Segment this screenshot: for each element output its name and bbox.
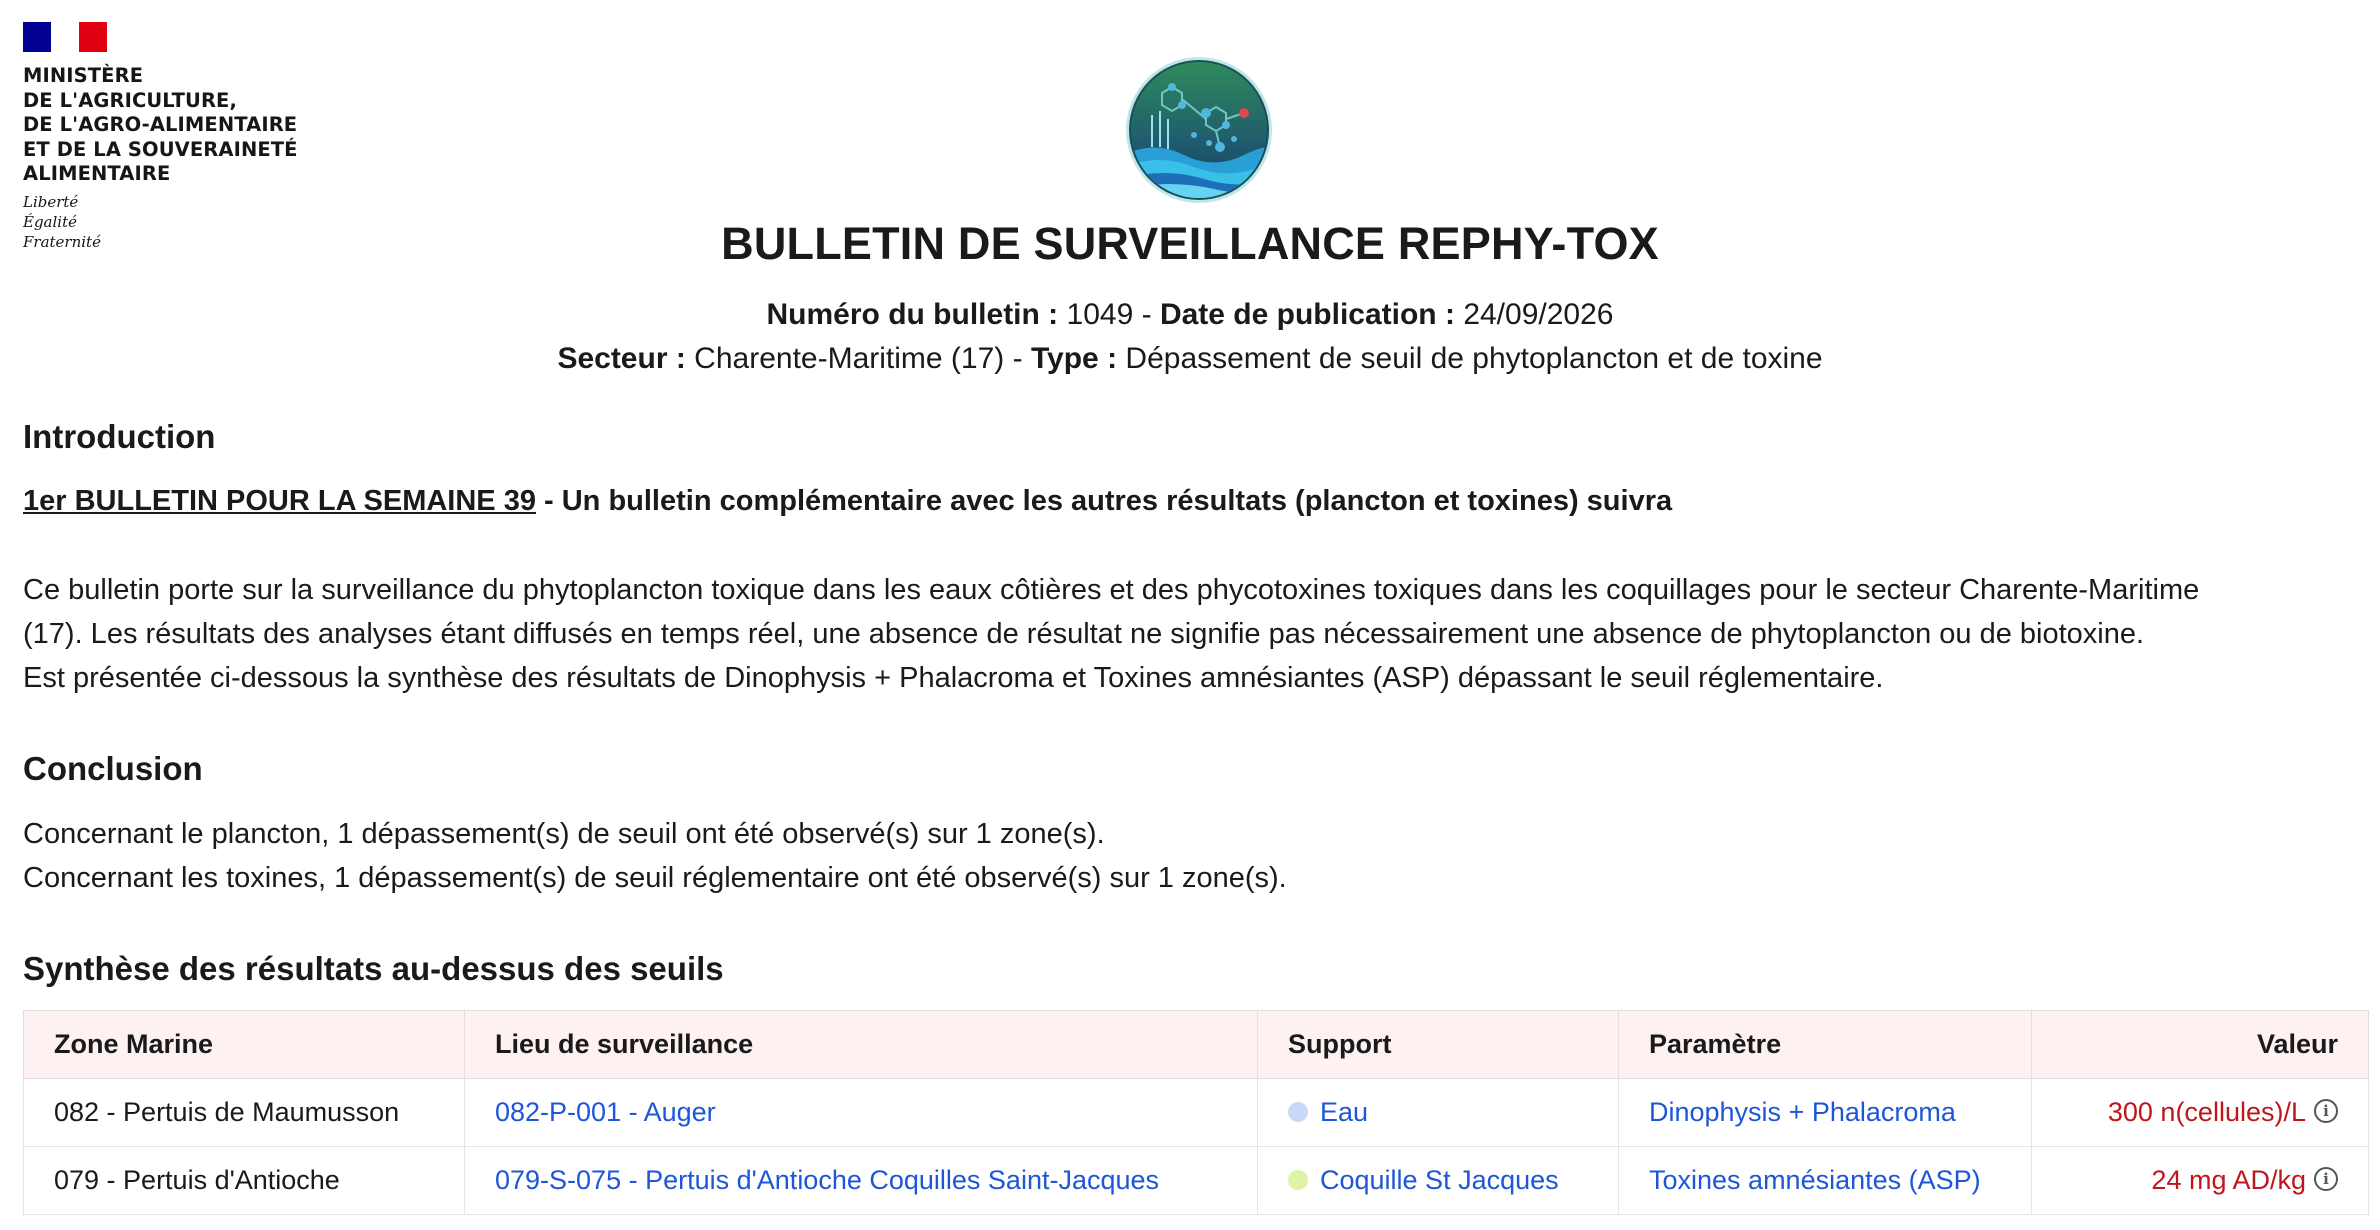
ministry-line: ET DE LA SOUVERAINETÉ (23, 137, 298, 161)
support-cell (1258, 1079, 1619, 1147)
introduction-paragraph (23, 568, 2363, 700)
synthese-heading (23, 950, 724, 988)
week-highlight-underlined: 1er BULLETIN POUR LA SEMAINE 39 (23, 485, 536, 517)
parametre-link[interactable]: Dinophysis + Phalacroma (1649, 1097, 1956, 1127)
conclusion-heading (23, 750, 203, 788)
valeur-cell (2032, 1147, 2369, 1215)
motto-line: Liberté (23, 192, 79, 211)
info-icon[interactable]: i (2314, 1167, 2338, 1191)
ministry-line: ALIMENTAIRE (23, 162, 171, 185)
motto-line: Égalité (23, 212, 77, 231)
introduction-line: Ce bulletin porte sur la surveillance du phytoplancton toxique dans les eaux côtières et des phycotoxines toxiques dans les coquillages pour le secteur Charente-Maritime (23, 574, 2200, 606)
conclusion-line: Concernant les toxines, 1 dépassement(s) de seuil réglementaire ont été observé(s) sur 1 zone(s). (23, 862, 1287, 894)
secteur-value: Charente-Maritime (17) (694, 342, 1005, 375)
introduction-heading-text: Introduction (23, 418, 216, 455)
table-header-row (24, 1011, 2369, 1079)
table-row (24, 1147, 2369, 1215)
parametre-link[interactable]: Toxines amnésiantes (ASP) (1649, 1165, 1981, 1195)
separator: - (1004, 342, 1031, 375)
bulletin-meta-line-2 (0, 342, 2380, 376)
zone-cell: 079 - Pertuis d'Antioche (24, 1147, 465, 1215)
molecule-wave-logo-icon (1124, 55, 1274, 205)
bulletin-meta-line-1 (0, 298, 2380, 332)
conclusion-paragraph (23, 812, 2363, 900)
marianne-flag-logo (23, 22, 107, 52)
valeur-text: 300 n(cellules)/L (2107, 1097, 2306, 1127)
support-link[interactable]: Eau (1320, 1097, 1369, 1127)
synthese-heading-text: Synthèse des résultats au-dessus des seuils (23, 950, 724, 987)
ministry-line: DE L'AGRO-ALIMENTAIRE (23, 113, 298, 136)
lieu-link[interactable]: 082-P-001 - Auger (495, 1097, 716, 1127)
numero-label: Numéro du bulletin : (766, 298, 1059, 331)
numero-value: 1049 (1066, 298, 1134, 331)
date-label: Date de publication : (1159, 298, 1455, 331)
secteur-label: Secteur : (557, 342, 686, 375)
ministry-name (23, 64, 343, 187)
type-value: Dépassement de seuil de phytoplancton et de toxine (1125, 342, 1823, 375)
ministry-line: DE L'AGRICULTURE, (23, 88, 237, 112)
conclusion-heading-text: Conclusion (23, 750, 203, 787)
introduction-line: (17). Les résultats des analyses étant diffusés en temps réel, une absence de résultat ne signifie pas nécessairement une absence de phytoplancton ou de biotoxine. (23, 618, 2145, 650)
valeur-text: 24 mg AD/kg (2151, 1165, 2306, 1195)
column-header-valeur: Valeur (2032, 1011, 2369, 1079)
conclusion-line: Concernant le plancton, 1 dépassement(s) de seuil ont été observé(s) sur 1 zone(s). (23, 818, 1105, 850)
results-table (23, 1010, 2369, 1215)
type-label: Type : (1030, 342, 1118, 375)
motto-line: Fraternité (23, 232, 101, 251)
valeur-cell (2032, 1079, 2369, 1147)
page-title: BULLETIN DE SURVEILLANCE REPHY-TOX (721, 218, 1659, 269)
support-dot-icon (1288, 1102, 1308, 1122)
support-link[interactable]: Coquille St Jacques (1320, 1165, 1559, 1195)
column-header-parametre: Paramètre (1619, 1011, 2032, 1079)
date-value: 24/09/2026 (1463, 298, 1614, 331)
week-highlight (23, 485, 1672, 518)
support-dot-icon (1288, 1170, 1308, 1190)
ministry-line: MINISTÈRE (23, 64, 144, 87)
table-row (24, 1079, 2369, 1147)
info-icon[interactable]: i (2314, 1099, 2338, 1123)
column-header-support: Support (1258, 1011, 1619, 1079)
introduction-heading (23, 418, 215, 456)
zone-cell: 082 - Pertuis de Maumusson (24, 1079, 465, 1147)
support-cell (1258, 1147, 1619, 1215)
introduction-line: Est présentée ci-dessous la synthèse des résultats de Dinophysis + Phalacroma et Toxines amnésiantes (ASP) dépassant le seuil réglementaire. (23, 662, 1884, 694)
column-header-lieu: Lieu de surveillance (465, 1011, 1258, 1079)
separator: - (1133, 298, 1160, 331)
week-highlight-rest: - Un bulletin complémentaire avec les autres résultats (plancton et toxines) suivra (535, 485, 1673, 517)
lieu-link[interactable]: 079-S-075 - Pertuis d'Antioche Coquilles Saint-Jacques (495, 1165, 1160, 1195)
column-header-zone: Zone Marine (24, 1011, 465, 1079)
